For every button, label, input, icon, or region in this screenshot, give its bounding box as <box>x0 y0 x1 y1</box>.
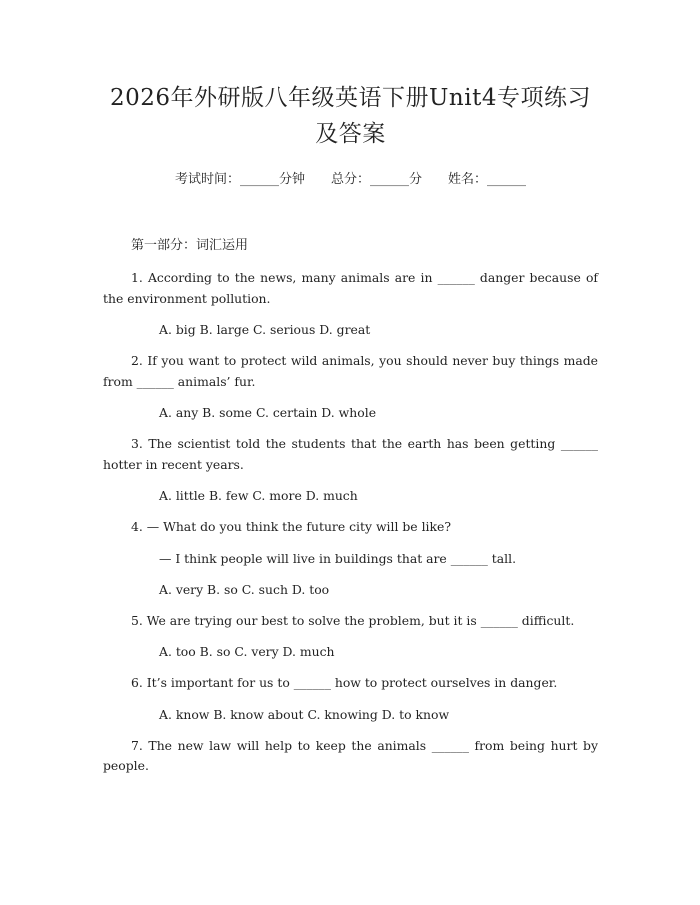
question-5-options: A. too B. so C. very D. much <box>159 644 335 659</box>
question-3: 3. The scientist told the students that the earth has been getting ______ hotter in recent years. <box>103 436 598 472</box>
total-score-blank: ______ <box>370 172 409 187</box>
question-2: 2. If you want to protect wild animals, you should never buy things made from ______ animals’ fur. <box>103 353 598 389</box>
total-score-label: 总分： <box>330 172 370 187</box>
exam-time-label: 考试时间： <box>174 172 240 187</box>
question-7: 7. The new law will help to keep the animals ______ from being hurt by people. <box>103 737 598 773</box>
question-6-options: A. know B. know about C. knowing D. to know <box>159 706 450 722</box>
total-score-unit: 分 <box>409 172 423 187</box>
section-title: 第一部分：词汇运用 <box>131 238 249 253</box>
question-4-dialogue: — I think people will live in buildings that are ______ tall. <box>159 550 517 566</box>
question-5: 5. We are trying our best to solve the problem, but it is ______ difficult. <box>131 612 575 628</box>
document-title: 2026年外研版八年级英语下册Unit4专项练习及答案 <box>110 85 591 147</box>
question-4: 4. — What do you think the future city will be like? <box>131 519 451 534</box>
exam-info-line <box>103 170 598 190</box>
question-2-options: A. any B. some C. certain D. whole <box>159 405 377 420</box>
question-1-options: A. big B. large C. serious D. great <box>159 322 371 337</box>
student-name-label: 姓名： <box>448 172 488 187</box>
student-name-blank: ______ <box>487 172 527 187</box>
exam-time-unit: 分钟 <box>278 172 305 187</box>
question-1: 1. According to the news, many animals are in ______ danger because of the environment pollution. <box>103 270 598 306</box>
question-6: 6. It’s important for us to ______ how to protect ourselves in danger. <box>131 675 558 690</box>
question-4-options: A. very B. so C. such D. too <box>159 581 330 597</box>
question-3-options: A. little B. few C. more D. much <box>159 488 358 503</box>
exam-time-blank: ______ <box>239 172 279 187</box>
